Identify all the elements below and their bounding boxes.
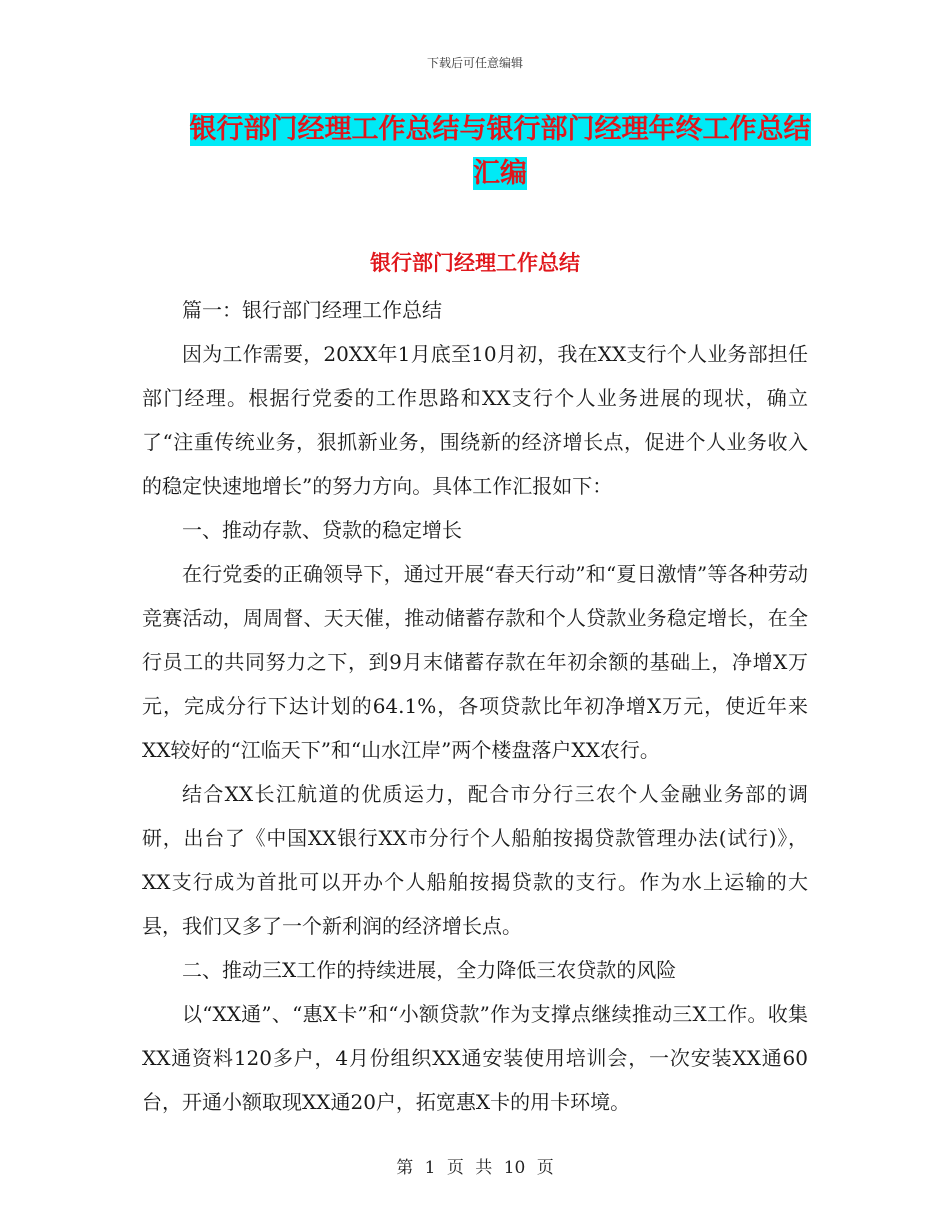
document-title	[140, 108, 860, 196]
paragraph-heading: 二、推动三X工作的持续进展，全力降低三农贷款的风险	[182, 958, 677, 982]
header-note: 下载后可任意编辑	[426, 56, 523, 70]
paragraph-subtitle: 篇一：银行部门经理工作总结	[182, 298, 442, 322]
section-title: 银行部门经理工作总结	[370, 251, 580, 275]
paragraph: 因为工作需要，20XX年1月底至10月初，我在XX支行个人业务部担任部门经理。根据行党委的工作思路和XX支行个人业务进展的现状，确立了“注重传统业务，狠抓新业务，围绕新的经济增长点，促进个人业务收入的稳定快速地增长”的努力方向。具体工作汇报如下：	[142, 342, 808, 498]
paragraph: 以“XX通”、“惠X卡”和“小额贷款”作为支撑点继续推动三X工作。收集XX通资料120多户，4月份组织XX通安装使用培训会，一次安装XX通60台，开通小额取现XX通20户，拓宽惠X卡的用卡环境。	[142, 1002, 808, 1114]
title-line-2: 汇编	[473, 158, 527, 189]
paragraph: 结合XX长江航道的优质运力，配合市分行三农个人金融业务部的调研，出台了《中国XX银行XX市分行个人船舶按揭贷款管理办法(试行)》，XX支行成为首批可以开办个人船舶按揭贷款的支行。作为水上运输的大县，我们又多了一个新利润的经济增长点。	[142, 782, 808, 938]
body-content	[142, 288, 808, 1124]
page-footer: 第 1 页 共 10 页	[396, 1158, 554, 1178]
title-line-1: 银行部门经理工作总结与银行部门经理年终工作总结	[189, 114, 811, 145]
paragraph: 在行党委的正确领导下，通过开展“春天行动”和“夏日激情”等各种劳动竞赛活动，周周督、天天催，推动储蓄存款和个人贷款业务稳定增长，在全行员工的共同努力之下，到9月末储蓄存款在年初余额的基础上，净增X万元，完成分行下达计划的64.1%，各项贷款比年初净增X万元，使近年来XX较好的“江临天下”和“山水江岸”两个楼盘落户XX农行。	[142, 562, 808, 762]
paragraph-heading: 一、推动存款、贷款的稳定增长	[182, 518, 462, 542]
